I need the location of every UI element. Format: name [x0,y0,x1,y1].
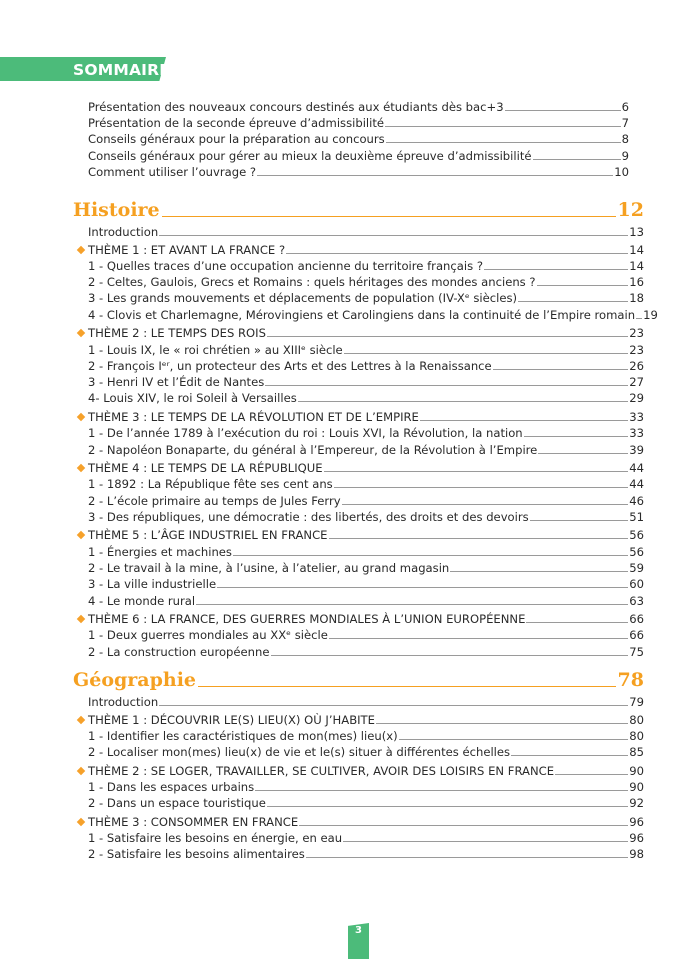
leader-line [484,269,628,270]
chapter-entry[interactable] [88,543,644,559]
leader-line [399,739,629,740]
leader-line [196,604,628,605]
section-page-number: 78 [617,669,644,691]
leader-line [524,436,629,437]
entry-label: THÈME 6 : LA FRANCE, DES GUERRES MONDIALES À L’UNION EUROPÉENNE [88,612,526,627]
diamond-bullet-icon [77,245,85,253]
entry-label: Présentation des nouveaux concours destinés aux étudiants dès bac+3 [88,100,504,114]
entry-label: 4- Louis XIV, le roi Soleil à Versailles [88,391,297,406]
entry-label: 4 - Le monde rural [88,593,196,608]
entry-page-number: 56 [629,528,644,543]
entry-label: Introduction [88,225,159,239]
entry-label: 2 - Le travail à la mine, à l’usine, à l’atelier, au grand magasin [88,561,450,575]
chapter-entry[interactable] [88,492,644,508]
leader-line [324,471,629,472]
entry-page-number: 23 [629,326,644,341]
section-heading-geographie[interactable] [73,665,644,691]
entry-label: 1 - Satisfaire les besoins en énergie, en eau [88,831,343,845]
diamond-bullet-icon [77,715,85,723]
leader-line [518,301,628,302]
intro-entry[interactable] [88,114,629,130]
chapter-entry[interactable] [88,441,644,457]
leader-line [526,622,628,623]
leader-line [271,655,629,656]
intro-entry[interactable] [88,147,629,163]
chapter-entry[interactable] [88,341,644,357]
leader-line [533,159,621,160]
chapter-entry[interactable] [88,475,644,491]
chapter-entry[interactable] [88,424,644,440]
intro-entry[interactable] [88,98,629,114]
theme-entry[interactable] [88,324,644,340]
leader-line [385,126,621,127]
leader-line [267,806,628,807]
entry-label: 1 - Quelles traces d’une occupation ancienne du territoire français ? [88,258,483,273]
entry-label: 1 - Identifier les caractéristiques de mon(mes) lieu(x) [88,728,398,743]
theme-entry[interactable] [88,711,644,727]
introduction-entry[interactable] [88,693,644,709]
leader-line [493,369,629,370]
leader-line [286,253,628,254]
theme-entry[interactable] [88,526,644,542]
entry-page-number: 51 [629,509,644,524]
entry-page-number: 33 [629,409,644,424]
intro-entry[interactable] [88,130,629,146]
entry-label: Comment utiliser l’ouvrage ? [88,164,257,179]
leader-line [636,318,642,319]
leader-line [537,285,629,286]
leader-line [376,723,628,724]
leader-line [198,686,616,687]
leader-line [511,755,628,756]
introduction-entry[interactable] [88,223,644,239]
chapter-entry[interactable] [88,626,644,642]
entry-page-number: 23 [629,342,644,357]
entry-page-number: 66 [629,628,644,643]
leader-line [299,825,628,826]
theme-entry[interactable] [88,813,644,829]
entry-label: 1 - 1892 : La République fête ses cent ans [88,477,333,492]
chapter-entry[interactable] [88,289,644,305]
entry-page-number: 85 [629,745,644,760]
chapter-entry[interactable] [88,306,658,322]
entry-label: 3 - Henri IV et l’Édit de Nantes [88,375,265,390]
entry-page-number: 10 [614,164,629,179]
leader-line [555,774,628,775]
entry-label: 2 - François Iᵉʳ, un protecteur des Arts et des Lettres à la Renaissance [88,358,492,373]
entry-page-number: 33 [629,426,644,441]
entry-page-number: 56 [629,544,644,559]
intro-entry[interactable] [88,163,629,179]
entry-label: Présentation de la seconde épreuve d’admissibilité [88,116,385,131]
leader-line [217,587,628,588]
entry-page-number: 96 [629,814,644,829]
leader-line [233,555,628,556]
leader-line [343,841,628,842]
leader-line [329,538,629,539]
entry-page-number: 66 [629,612,644,627]
section-heading-histoire[interactable] [73,195,644,221]
entry-page-number: 92 [629,796,644,811]
entry-label: Introduction [88,695,159,709]
entry-page-number: 90 [629,763,644,778]
entry-label: 1 - Dans les espaces urbains [88,779,255,794]
diamond-bullet-icon [77,817,85,825]
entry-label: THÈME 3 : LE TEMPS DE LA RÉVOLUTION ET DE L’EMPIRE [88,409,419,424]
leader-line [344,353,629,354]
section-title: Géographie [73,669,196,691]
entry-label: THÈME 1 : DÉCOUVRIR LE(S) LIEU(X) OÙ J’HABITE [88,712,375,727]
theme-entry[interactable] [88,459,644,475]
leader-line [334,487,629,488]
leader-line [342,504,629,505]
entry-page-number: 46 [629,493,644,508]
entry-label: THÈME 5 : L’ÂGE INDUSTRIEL EN FRANCE [88,528,328,543]
diamond-bullet-icon [77,413,85,421]
entry-label: THÈME 3 : CONSOMMER EN FRANCE [88,814,299,829]
entry-page-number: 96 [629,831,644,845]
entry-page-number: 26 [629,358,644,373]
entry-page-number: 13 [629,225,644,239]
entry-page-number: 80 [629,728,644,743]
entry-page-number: 98 [629,847,644,862]
entry-page-number: 75 [629,644,644,659]
entry-page-number: 14 [629,242,644,257]
entry-label: 1 - De l’année 1789 à l’exécution du roi : Louis XVI, la Révolution, la nation [88,426,523,441]
entry-label: THÈME 4 : LE TEMPS DE LA RÉPUBLIQUE [88,461,323,475]
entry-page-number: 9 [621,148,629,163]
entry-label: 1 - Deux guerres mondiales au XXᵉ siècle [88,628,328,643]
theme-entry[interactable] [88,241,644,257]
entry-page-number: 79 [629,695,644,709]
entry-page-number: 6 [621,100,629,114]
leader-line [306,857,628,858]
chapter-entry[interactable] [88,794,644,810]
entry-label: 2 - Satisfaire les besoins alimentaires [88,847,305,862]
leader-line [162,216,616,217]
chapter-entry[interactable] [88,389,644,405]
entry-page-number: 16 [629,275,644,290]
chapter-entry[interactable] [88,273,644,289]
entry-label: 2 - Celtes, Gaulois, Grecs et Romains : quels héritages des mondes anciens ? [88,275,536,290]
entry-label: 2 - Localiser mon(mes) lieu(x) de vie et le(s) situer à différentes échelles [88,745,511,760]
entry-label: 1 - Énergies et machines [88,544,232,559]
entry-page-number: 44 [629,461,644,475]
entry-page-number: 29 [629,391,644,406]
leader-line [530,520,629,521]
chapter-entry[interactable] [88,575,644,591]
leader-line [386,142,621,143]
diamond-bullet-icon [77,615,85,623]
entry-label: 3 - Les grands mouvements et déplacements de population (IV-Xᵉ siècles) [88,291,518,306]
diamond-bullet-icon [77,766,85,774]
entry-label: 2 - L’école primaire au temps de Jules Ferry [88,493,341,508]
leader-line [267,336,628,337]
chapter-entry[interactable] [88,508,644,524]
leader-line [159,235,628,236]
entry-page-number: 44 [629,477,644,492]
leader-line [159,705,628,706]
entry-page-number: 19 [643,307,658,322]
entry-page-number: 39 [629,442,644,457]
chapter-entry[interactable] [88,559,644,575]
entry-page-number: 80 [629,712,644,727]
page-number: 3 [355,925,362,936]
chapter-entry[interactable] [88,257,644,273]
leader-line [420,420,628,421]
leader-line [505,110,621,111]
page-title: SOMMAIRE [73,61,171,79]
leader-line [538,453,628,454]
entry-label: 2 - Napoléon Bonaparte, du général à l’Empereur, de la Révolution à l’Empire [88,442,538,457]
entry-page-number: 27 [629,375,644,390]
chapter-entry[interactable] [88,778,644,794]
entry-label: 3 - Des républiques, une démocratie : des libertés, des droits et des devoirs [88,509,529,524]
entry-label: Conseils généraux pour la préparation au concours [88,132,385,147]
chapter-entry[interactable] [88,743,644,759]
section-title: Histoire [73,199,160,221]
entry-page-number: 8 [621,132,629,147]
chapter-entry[interactable] [88,357,644,373]
entry-page-number: 63 [629,593,644,608]
entry-label: 1 - Louis IX, le « roi chrétien » au XIIIᵉ siècle [88,342,343,357]
entry-label: 2 - La construction européenne [88,644,270,659]
leader-line [257,175,613,176]
entry-label: 3 - La ville industrielle [88,577,217,592]
chapter-entry[interactable] [88,592,644,608]
entry-page-number: 60 [629,577,644,592]
entry-page-number: 59 [629,561,644,575]
entry-page-number: 90 [629,779,644,794]
leader-line [450,571,628,572]
theme-entry[interactable] [88,408,644,424]
leader-line [255,790,628,791]
leader-line [298,401,628,402]
leader-line [265,385,628,386]
entry-label: THÈME 2 : LE TEMPS DES ROIS [88,326,266,341]
leader-line [329,638,628,639]
entry-label: Conseils généraux pour gérer au mieux la deuxième épreuve d’admissibilité [88,148,532,163]
theme-entry[interactable] [88,610,644,626]
chapter-entry[interactable] [88,643,644,659]
entry-page-number: 14 [629,258,644,273]
entry-label: 4 - Clovis et Charlemagne, Mérovingiens et Carolingiens dans la continuité de l’Empire romain [88,307,636,322]
diamond-bullet-icon [77,531,85,539]
chapter-entry[interactable] [88,727,644,743]
section-page-number: 12 [617,199,644,221]
chapter-entry[interactable] [88,373,644,389]
entry-label: 2 - Dans un espace touristique [88,796,266,811]
entry-page-number: 18 [629,291,644,306]
entry-label: THÈME 1 : ET AVANT LA FRANCE ? [88,242,286,257]
diamond-bullet-icon [77,329,85,337]
theme-entry[interactable] [88,762,644,778]
entry-page-number: 7 [621,116,629,131]
chapter-entry[interactable] [88,829,644,845]
entry-label: THÈME 2 : SE LOGER, TRAVAILLER, SE CULTIVER, AVOIR DES LOISIRS EN FRANCE [88,763,555,778]
chapter-entry[interactable] [88,845,644,861]
diamond-bullet-icon [77,464,85,472]
